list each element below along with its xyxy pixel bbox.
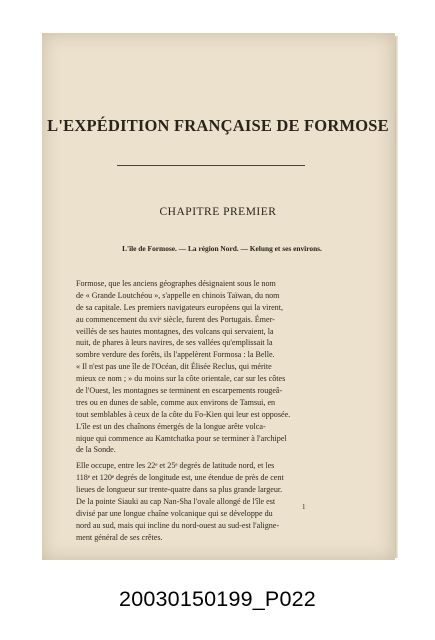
text-line: nord au sud, mais qui incline du nord-ouest au sud-est l'aligne-: [76, 520, 280, 530]
page-edge: [395, 36, 398, 558]
text-line: de la Sonde.: [76, 445, 116, 455]
text-line: de l'Ouest, les montagnes se terminent en escarpements rougeâ-: [76, 386, 283, 396]
text-line: ment général de ses crêtes.: [76, 532, 163, 542]
text-line: « Il n'est pas une île de l'Océan, dit Élisée Reclus, qui mérite: [76, 362, 272, 372]
text-line: 118ᵉ et 120ᵉ degrés de longitude est, une étendue de près de cent: [76, 473, 284, 483]
text-line: de sa capitale. Les premiers navigateurs européens qui la virent,: [76, 302, 283, 312]
text-line: tres ou en dunes de sable, comme aux environs de Tamsui, en: [76, 397, 276, 407]
text-line: nuit, de phares à leurs navires, de ses vallées qu'emplissait la: [76, 338, 273, 348]
text-line: de « Grande Loutchéou », s'appelle en chinois Taïwan, du nom: [76, 290, 280, 300]
text-line: De la pointe Siauki au cap Nan-Sha l'ovale allongé de l'île est: [76, 497, 276, 507]
text-line: tout semblables à ceux de la côte du Fo-Kien qui leur est opposée.: [76, 409, 291, 419]
text-line: Elle occupe, entre les 22ᵉ et 25ᵉ degrés de latitude nord, et les: [76, 461, 275, 471]
scanned-page: [42, 33, 395, 560]
image-caption: 20030150199_P022: [119, 587, 316, 611]
text-line: divisé par une longue chaîne volcanique qui se développe du: [76, 508, 273, 518]
text-line: nique qui commence au Kamtchatka pour se terminer à l'archipel: [76, 433, 287, 443]
text-line: Formose, que les anciens géographes désignaient sous le nom: [76, 279, 276, 288]
chapter-heading: CHAPITRE PREMIER: [159, 206, 277, 218]
text-line: au commencement du xviᵉ siècle, furent des Portugais. Émer-: [76, 314, 275, 324]
text-line: mieux ce nom ; » du moins sur la côte orientale, car sur les côtes: [76, 374, 286, 384]
text-line: sombre verdure des forêts, ils l'appelèrent Formosa : la Belle.: [76, 350, 275, 360]
title-divider: [117, 165, 305, 166]
page-title: L'EXPÉDITION FRANÇAISE DE FORMOSE: [47, 116, 389, 135]
text-line: L'île est un des chaînons émergés de la longue arête volca-: [76, 421, 266, 431]
body-text: [76, 278, 376, 544]
text-line: lieues de longueur sur trente-quatre dans sa plus grande largeur.: [76, 485, 283, 495]
text-line: veillés de ses hautes montagnes, des volcans qui servaient, la: [76, 326, 274, 336]
page-number: 1: [302, 503, 306, 511]
chapter-summary: L'île de Formose. — La région Nord. — Kelung et ses environs.: [122, 244, 322, 253]
